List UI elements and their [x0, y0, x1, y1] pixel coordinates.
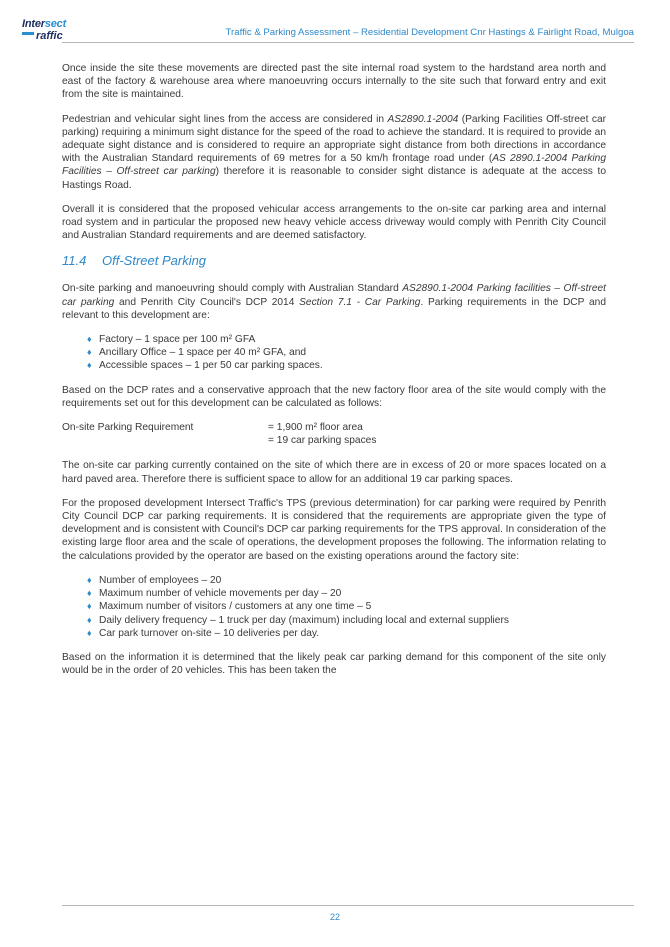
paragraph-calculation-intro: Based on the DCP rates and a conservative approach that the new factory floor area of the site would comply with the requirements set out for this development can be calculated as follows:: [62, 384, 606, 409]
page-body: [62, 62, 606, 688]
paragraph-operations: For the proposed development Intersect Traffic's TPS (previous determination) for car parking were required by Penrith City Council DCP car parking requirements. It is considered that the requirements are appropriate given the type of development and is consistent with Council's DCP car parking requirements for the TPS approval. In consideration of the existing large floor area and the scale of operations, the development proposes the following. The information relating to the calculations provided by the operator are based on the existing operations around the factory site:: [62, 497, 606, 562]
section-heading: [62, 253, 606, 268]
paragraph-sight-lines: Pedestrian and vehicular sight lines from the access are considered in AS2890.1-2004 (Parking Facilities Off-street car parking) requiring a minimum sight distance for the speed of the road to achieve the standard. It is required to provide an adequate sight distance and is considered to require an appropriate sight distance from both directions in accordance with the Australian Standard requirements of 69 metres for a 50 km/h frontage road under (AS 2890.1-2004 Parking Facilities – Off-street car parking) therefore it is reasonable to consider sight distance is adequate at the access to Hastings Road.: [62, 113, 607, 191]
paragraph-existing-parking: The on-site car parking currently contained on the site of which there are in excess of 20 or more spaces located on a hard paved area. Therefore there is sufficient space to allow for an additional 19 car parking spaces.: [62, 460, 606, 485]
operations-list: [62, 574, 606, 640]
parking-rate-list: [62, 333, 606, 373]
bullet-icon: ♦: [87, 574, 92, 585]
header-title: Traffic & Parking Assessment – Residential Development Cnr Hastings & Fairlight Road, Mulgoa: [225, 27, 634, 38]
bullet-icon: ♦: [87, 334, 92, 345]
parking-requirement-calc: [62, 421, 606, 447]
requirement-label: On-site Parking Requirement: [62, 422, 194, 434]
bullet-icon: ♦: [87, 601, 92, 612]
bullet-icon: ♦: [87, 627, 92, 638]
list-item: ♦ Car park turnover on-site – 10 deliveries per day.: [87, 627, 320, 639]
logo-text: Intersect: [22, 18, 67, 30]
bullet-icon: ♦: [87, 588, 92, 599]
page-header: [0, 0, 670, 52]
list-item: ♦ Accessible spaces – 1 per 50 car parking spaces.: [87, 360, 323, 372]
list-item: ♦ Factory – 1 space per 100 m² GFA: [87, 334, 256, 346]
list-item: ♦ Number of employees – 20: [87, 574, 222, 586]
footer-divider: [62, 905, 634, 906]
header-divider: [62, 42, 634, 43]
paragraph-site-entry: Once inside the site these movements are directed past the site internal road system to the hardstand area north and east of the factory & warehouse area where manoeuvring occurs internally to the site such that forward entry and exit from the site is maintained.: [62, 63, 606, 101]
logo-text-line2: raffic: [36, 30, 63, 42]
page-number: 22: [329, 912, 340, 922]
section-title: Off-Street Parking: [102, 253, 207, 269]
paragraph-demand: Based on the information it is determined that the likely peak car parking demand for this component of the site only would be in the order of 20 vehicles. This has been taken the: [62, 651, 606, 677]
bullet-icon: ♦: [87, 360, 92, 371]
requirement-value-spaces: = 19 car parking spaces: [268, 435, 377, 447]
list-item: ♦ Maximum number of vehicle movements per day – 20: [87, 588, 342, 600]
logo-bar-icon: [22, 32, 34, 35]
bullet-icon: ♦: [87, 614, 92, 625]
list-item: ♦ Maximum number of visitors / customers at any one time – 5: [87, 601, 372, 613]
intersect-traffic-logo: [22, 18, 82, 44]
list-item: ♦ Daily delivery frequency – 1 truck per day (maximum) including local and external suppliers: [87, 614, 509, 626]
section-number: 11.4: [62, 253, 87, 269]
list-item: ♦ Ancillary Office – 1 space per 40 m² GFA, and: [87, 347, 307, 359]
paragraph-access-summary: Overall it is considered that the proposed vehicular access arrangements to the on-site car parking area and internal road system and in particular the proposed new heavy vehicle access driveway would comply with Penrith City Council and Australian Standard requirements and are deemed satisfactory.: [62, 203, 606, 242]
paragraph-parking-standard: On-site parking and manoeuvring should comply with Australian Standard AS2890.1-2004 Parking facilities – Off-street car parking and Penrith City Council's DCP 2014 Section 7.1 - Car Parking. Parking requirements in the DCP and relevant to this development are:: [62, 283, 607, 321]
requirement-value-area: = 1,900 m² floor area: [268, 422, 363, 434]
bullet-icon: ♦: [87, 347, 92, 358]
